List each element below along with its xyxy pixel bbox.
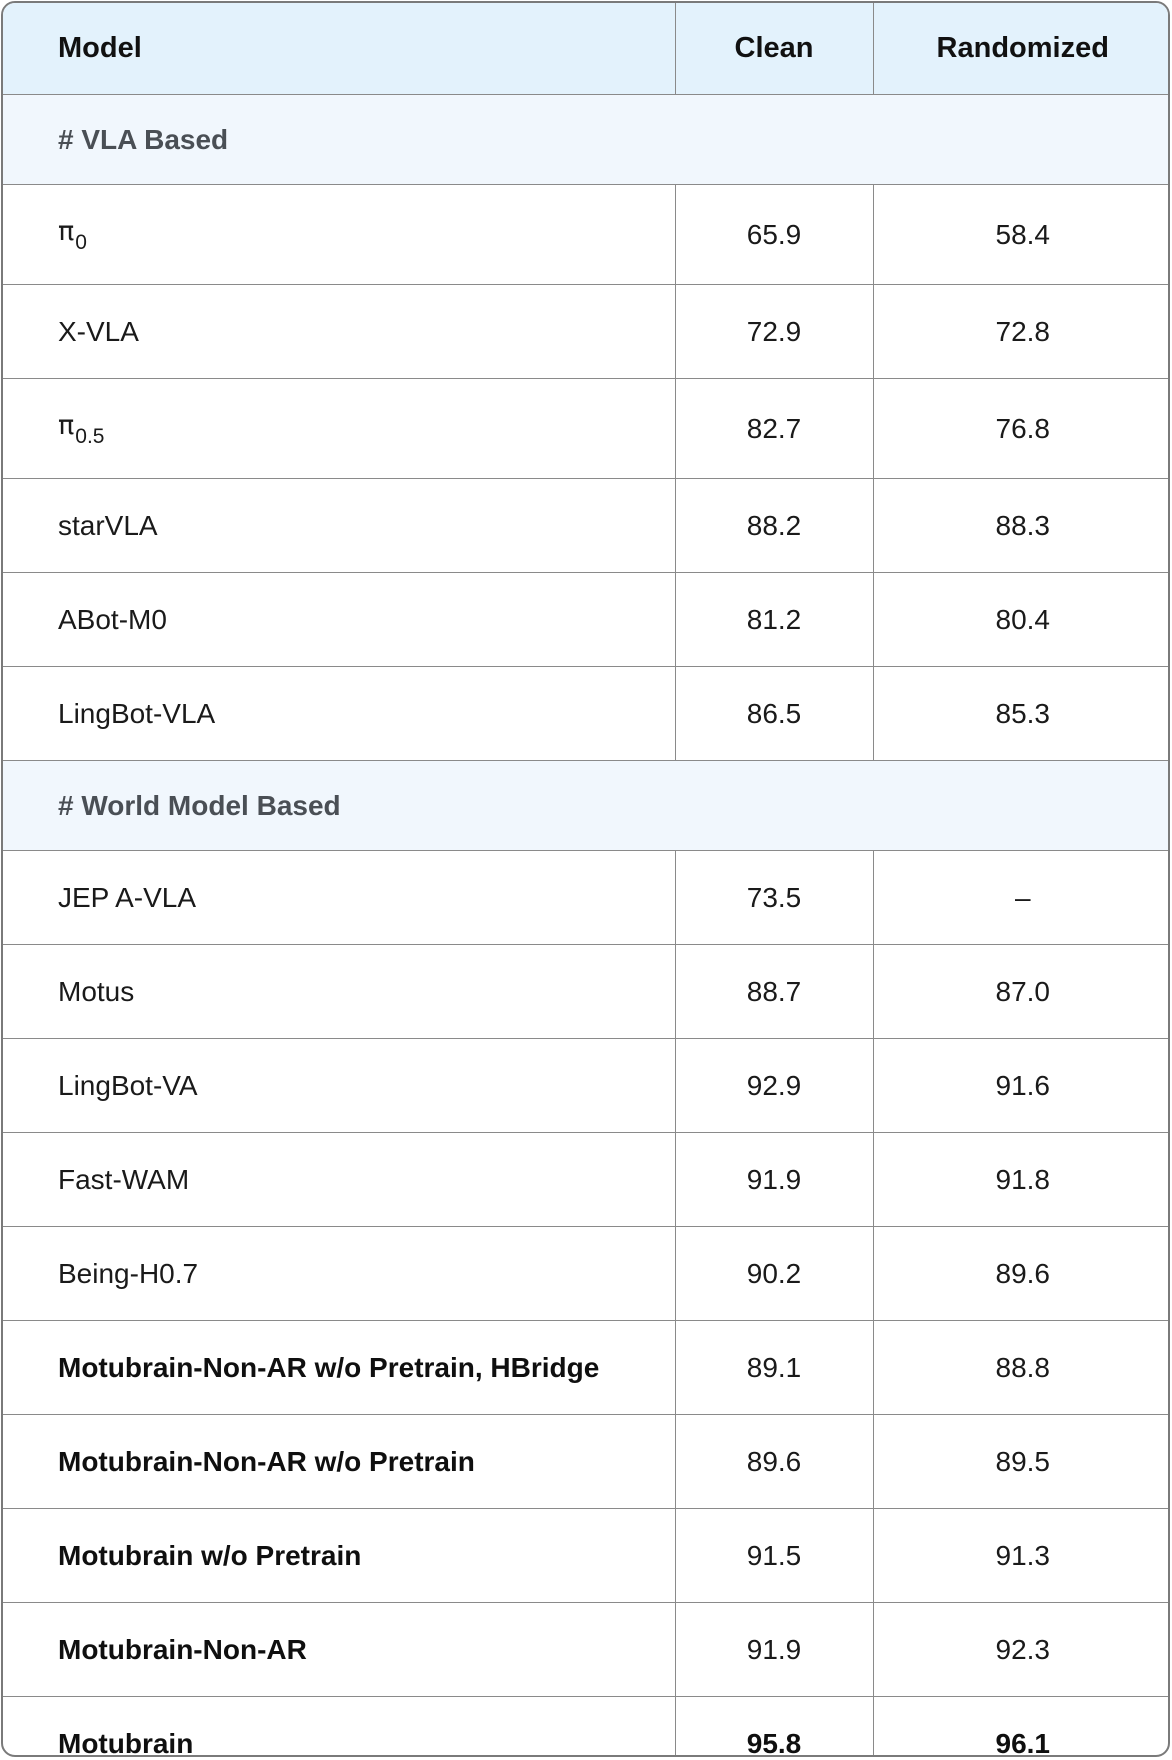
header-clean: Clean xyxy=(675,3,873,95)
table-row xyxy=(3,573,1170,667)
clean-score-cell: 91.9 xyxy=(675,1603,873,1697)
clean-score-cell: 65.9 xyxy=(675,185,873,285)
clean-score-cell: 89.1 xyxy=(675,1321,873,1415)
model-name-cell xyxy=(3,185,675,285)
model-name-cell xyxy=(3,379,675,479)
clean-score-cell: 90.2 xyxy=(675,1227,873,1321)
table-row xyxy=(3,479,1170,573)
model-name-cell: Motubrain-Non-AR xyxy=(3,1603,675,1697)
table-row xyxy=(3,1321,1170,1415)
model-name-cell: Being-H0.7 xyxy=(3,1227,675,1321)
randomized-score-cell: 96.1 xyxy=(873,1697,1170,1758)
randomized-score-cell: 89.5 xyxy=(873,1415,1170,1509)
model-name-cell: Motubrain w/o Pretrain xyxy=(3,1509,675,1603)
results-table-card xyxy=(1,1,1170,1757)
model-name-cell: Motubrain-Non-AR w/o Pretrain xyxy=(3,1415,675,1509)
table-row xyxy=(3,1227,1170,1321)
model-name-cell: X-VLA xyxy=(3,285,675,379)
header-randomized: Randomized xyxy=(873,3,1170,95)
table-header-row xyxy=(3,3,1170,95)
clean-score-cell: 89.6 xyxy=(675,1415,873,1509)
table-row xyxy=(3,379,1170,479)
group-row-world-model xyxy=(3,761,1170,851)
model-name-cell: Motubrain xyxy=(3,1697,675,1758)
table-row xyxy=(3,851,1170,945)
results-table xyxy=(3,3,1170,1757)
pi-symbol: π xyxy=(58,409,75,441)
clean-score-cell: 95.8 xyxy=(675,1697,873,1758)
pi-symbol: π xyxy=(58,215,75,247)
clean-score-cell: 92.9 xyxy=(675,1039,873,1133)
table-row xyxy=(3,667,1170,761)
randomized-score-cell: 88.3 xyxy=(873,479,1170,573)
clean-score-cell: 88.2 xyxy=(675,479,873,573)
header-model: Model xyxy=(3,3,675,95)
randomized-score-cell: 91.3 xyxy=(873,1509,1170,1603)
pi-subscript: 0 xyxy=(75,230,87,254)
model-name-cell: JEP A-VLA xyxy=(3,851,675,945)
clean-score-cell: 86.5 xyxy=(675,667,873,761)
randomized-score-cell: 88.8 xyxy=(873,1321,1170,1415)
randomized-score-cell: 92.3 xyxy=(873,1603,1170,1697)
randomized-score-cell: 76.8 xyxy=(873,379,1170,479)
randomized-score-cell: 89.6 xyxy=(873,1227,1170,1321)
clean-score-cell: 91.5 xyxy=(675,1509,873,1603)
model-name-cell: ABot-M0 xyxy=(3,573,675,667)
table-row xyxy=(3,285,1170,379)
group-row-vla xyxy=(3,95,1170,185)
clean-score-cell: 72.9 xyxy=(675,285,873,379)
table-row xyxy=(3,945,1170,1039)
model-name-cell: Fast-WAM xyxy=(3,1133,675,1227)
group-label-vla: # VLA Based xyxy=(3,95,1170,185)
table-row xyxy=(3,1603,1170,1697)
model-name-cell: LingBot-VLA xyxy=(3,667,675,761)
clean-score-cell: 82.7 xyxy=(675,379,873,479)
randomized-score-cell: 87.0 xyxy=(873,945,1170,1039)
table-row xyxy=(3,1133,1170,1227)
model-name-cell: Motus xyxy=(3,945,675,1039)
randomized-score-cell: 91.6 xyxy=(873,1039,1170,1133)
randomized-score-cell: – xyxy=(873,851,1170,945)
randomized-score-cell: 85.3 xyxy=(873,667,1170,761)
clean-score-cell: 81.2 xyxy=(675,573,873,667)
clean-score-cell: 73.5 xyxy=(675,851,873,945)
table-row xyxy=(3,1697,1170,1758)
randomized-score-cell: 72.8 xyxy=(873,285,1170,379)
clean-score-cell: 91.9 xyxy=(675,1133,873,1227)
group-label-world-model: # World Model Based xyxy=(3,761,1170,851)
table-row xyxy=(3,1039,1170,1133)
model-name-cell: starVLA xyxy=(3,479,675,573)
clean-score-cell: 88.7 xyxy=(675,945,873,1039)
model-name-cell: LingBot-VA xyxy=(3,1039,675,1133)
randomized-score-cell: 91.8 xyxy=(873,1133,1170,1227)
table-row xyxy=(3,1415,1170,1509)
randomized-score-cell: 58.4 xyxy=(873,185,1170,285)
table-row xyxy=(3,1509,1170,1603)
pi-subscript: 0.5 xyxy=(75,424,105,448)
table-row xyxy=(3,185,1170,285)
randomized-score-cell: 80.4 xyxy=(873,573,1170,667)
model-name-cell: Motubrain-Non-AR w/o Pretrain, HBridge xyxy=(3,1321,675,1415)
